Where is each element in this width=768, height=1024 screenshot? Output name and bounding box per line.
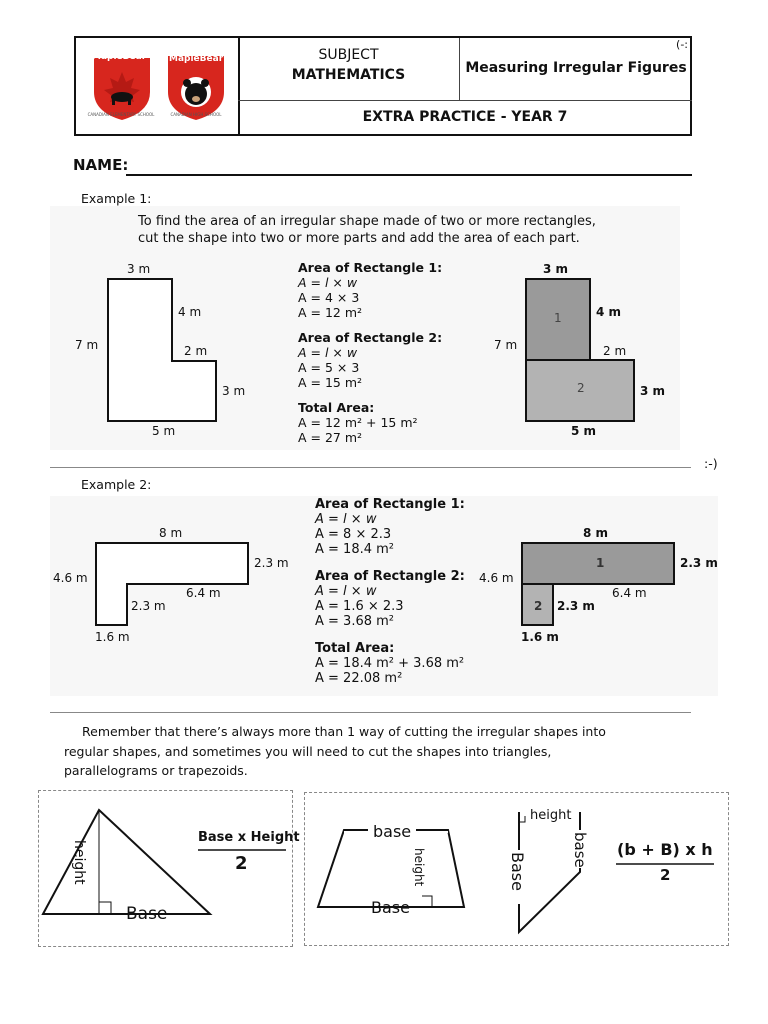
ex1-left-dim-left: 7 m: [75, 338, 99, 352]
example2-title: Example 2:: [81, 477, 152, 492]
remember-paragraph: [64, 722, 693, 781]
topic-title: Measuring Irregular Figures: [465, 60, 687, 76]
ex1-right-dim-top: 3 m: [543, 262, 569, 276]
ex2-rect2-title: Area of Rectangle 2:: [315, 569, 465, 584]
ex1-right-dim-right: 3 m: [640, 384, 666, 398]
trapezoid-formula-top: (b + B) x h: [617, 840, 713, 859]
example2-calculations: [315, 497, 505, 686]
triangle-formula-bottom: 2: [235, 853, 248, 874]
ex1-left-dim-inner-h: 2 m: [184, 344, 208, 358]
trapezoid-height-label: height: [412, 848, 426, 887]
logo-left-caption: CANADIAN ELEMENTARY SCHOOL: [87, 112, 155, 117]
ex1-right-dim-inner-h: 2 m: [603, 344, 627, 358]
ex1-rect2-title: Area of Rectangle 2:: [298, 330, 443, 345]
example2-right-shape: [510, 530, 680, 630]
ex2-right-dim-top: 8 m: [583, 526, 609, 540]
trapezoid-rot-big-base-label: Base: [508, 852, 527, 891]
header-smiley: (-:: [676, 38, 688, 51]
ex1-part2-label: 2: [577, 381, 585, 395]
logo-right-text: MapleBear: [169, 54, 224, 64]
trapezoid-top-base-label: base: [373, 822, 412, 841]
ex2-left-dim-inner-v: 2.3 m: [131, 599, 166, 613]
example1-intro-line2: cut the shape into two or more parts and add the area of each part.: [138, 231, 580, 246]
example1-title: Example 1:: [81, 191, 152, 206]
logos-cell: [76, 38, 240, 134]
ex2-right-dim-inner-h: 6.4 m: [612, 586, 647, 600]
header-table: [74, 36, 692, 136]
ex2-rect1-l3: A = 18.4 m²: [315, 542, 395, 557]
subject-value: MATHEMATICS: [291, 67, 406, 83]
triangle-height-label: height: [71, 840, 87, 885]
trapezoid-bottom-base-label: Base: [371, 898, 410, 917]
ex2-left-dim-right: 2.3 m: [254, 556, 289, 570]
triangle-base-label: Base: [126, 904, 168, 924]
subject-cell: [238, 38, 460, 101]
trapezoid-rot-height-label: height: [530, 808, 572, 823]
example1-calculations: [298, 260, 498, 445]
ex1-right-dim-inner-v: 4 m: [596, 305, 622, 319]
logo-right-caption: CANADIAN HIGH SCHOOL: [170, 112, 222, 117]
ex1-left-dim-inner-v: 4 m: [178, 305, 202, 319]
ex1-rect1-l1: A = l × w: [298, 275, 358, 290]
ex2-rect1-l1: A = l × w: [315, 512, 377, 527]
triangle-formula-top: Base x Height: [198, 830, 300, 845]
ex2-right-dim-left: 4.6 m: [479, 571, 514, 585]
ex1-rect2-l3: A = 15 m²: [298, 375, 363, 390]
logo-left-text: MapleBear: [92, 52, 147, 62]
ex2-rect2-l1: A = l × w: [315, 584, 377, 599]
ex1-rect2-l2: A = 5 × 3: [298, 360, 360, 375]
name-line: [126, 174, 692, 176]
remember-line2: regular shapes, and sometimes you will need to cut the shapes into triangles,: [64, 743, 552, 759]
ex1-rect2-l1: A = l × w: [298, 345, 358, 360]
ex2-left-dim-top: 8 m: [159, 526, 183, 540]
ex2-total-l2: A = 22.08 m²: [315, 671, 403, 686]
extra-practice-title: EXTRA PRACTICE - YEAR 7: [362, 109, 568, 125]
ex2-part1-label: 1: [596, 556, 605, 570]
ex2-right-dim-right: 2.3 m: [680, 556, 718, 570]
ex1-part1-label: 1: [554, 311, 562, 325]
ex2-rect1-l2: A = 8 × 2.3: [315, 527, 392, 542]
ex1-right-dim-left: 7 m: [494, 338, 518, 352]
ex1-left-dim-top: 3 m: [127, 262, 151, 276]
remember-line1: Remember that there’s always more than 1 way of cutting the irregular shapes into: [82, 724, 606, 739]
ex1-total-title: Total Area:: [298, 400, 375, 415]
ex2-rect2-l3: A = 3.68 m²: [315, 614, 395, 629]
example2-left-shape: [80, 530, 280, 630]
ex2-rect1-title: Area of Rectangle 1:: [315, 497, 465, 512]
ex2-rect2-l2: A = 1.6 × 2.3: [315, 599, 404, 614]
example1-right-shape: [500, 260, 660, 440]
separator-line-2: [50, 712, 691, 713]
ex2-total-title: Total Area:: [315, 641, 395, 656]
ex1-total-l1: A = 12 m² + 15 m²: [298, 415, 418, 430]
ex1-rect1-title: Area of Rectangle 1:: [298, 260, 443, 275]
topic-cell: [460, 38, 692, 101]
ex1-right-dim-bottom: 5 m: [571, 424, 597, 438]
ex2-right-dim-inner-v: 2.3 m: [557, 599, 595, 613]
ex1-left-dim-bottom: 5 m: [152, 424, 176, 438]
ex2-part2-label: 2: [534, 599, 543, 613]
ex1-total-l2: A = 27 m²: [298, 430, 363, 445]
subject-label: SUBJECT: [318, 47, 379, 63]
ex1-rect1-l2: A = 4 × 3: [298, 290, 360, 305]
trapezoid-formula-bottom: 2: [660, 866, 671, 884]
name-label: NAME:: [73, 156, 129, 174]
ex1-left-dim-right: 3 m: [222, 384, 246, 398]
separator-smiley: :-): [704, 456, 718, 471]
ex2-right-dim-bottom: 1.6 m: [521, 630, 559, 644]
ex2-left-dim-bottom: 1.6 m: [95, 630, 130, 644]
trapezoid-rot-small-base-label: base: [571, 832, 589, 868]
separator-line: [50, 467, 691, 468]
remember-line3: parallelograms or trapezoids.: [64, 763, 248, 778]
ex2-total-l1: A = 18.4 m² + 3.68 m²: [315, 656, 465, 671]
ex1-rect1-l3: A = 12 m²: [298, 305, 363, 320]
example1-intro-line1: To find the area of an irregular shape made of two or more rectangles,: [138, 214, 596, 229]
ex2-left-dim-left: 4.6 m: [53, 571, 88, 585]
ex2-left-dim-inner-h: 6.4 m: [186, 586, 221, 600]
